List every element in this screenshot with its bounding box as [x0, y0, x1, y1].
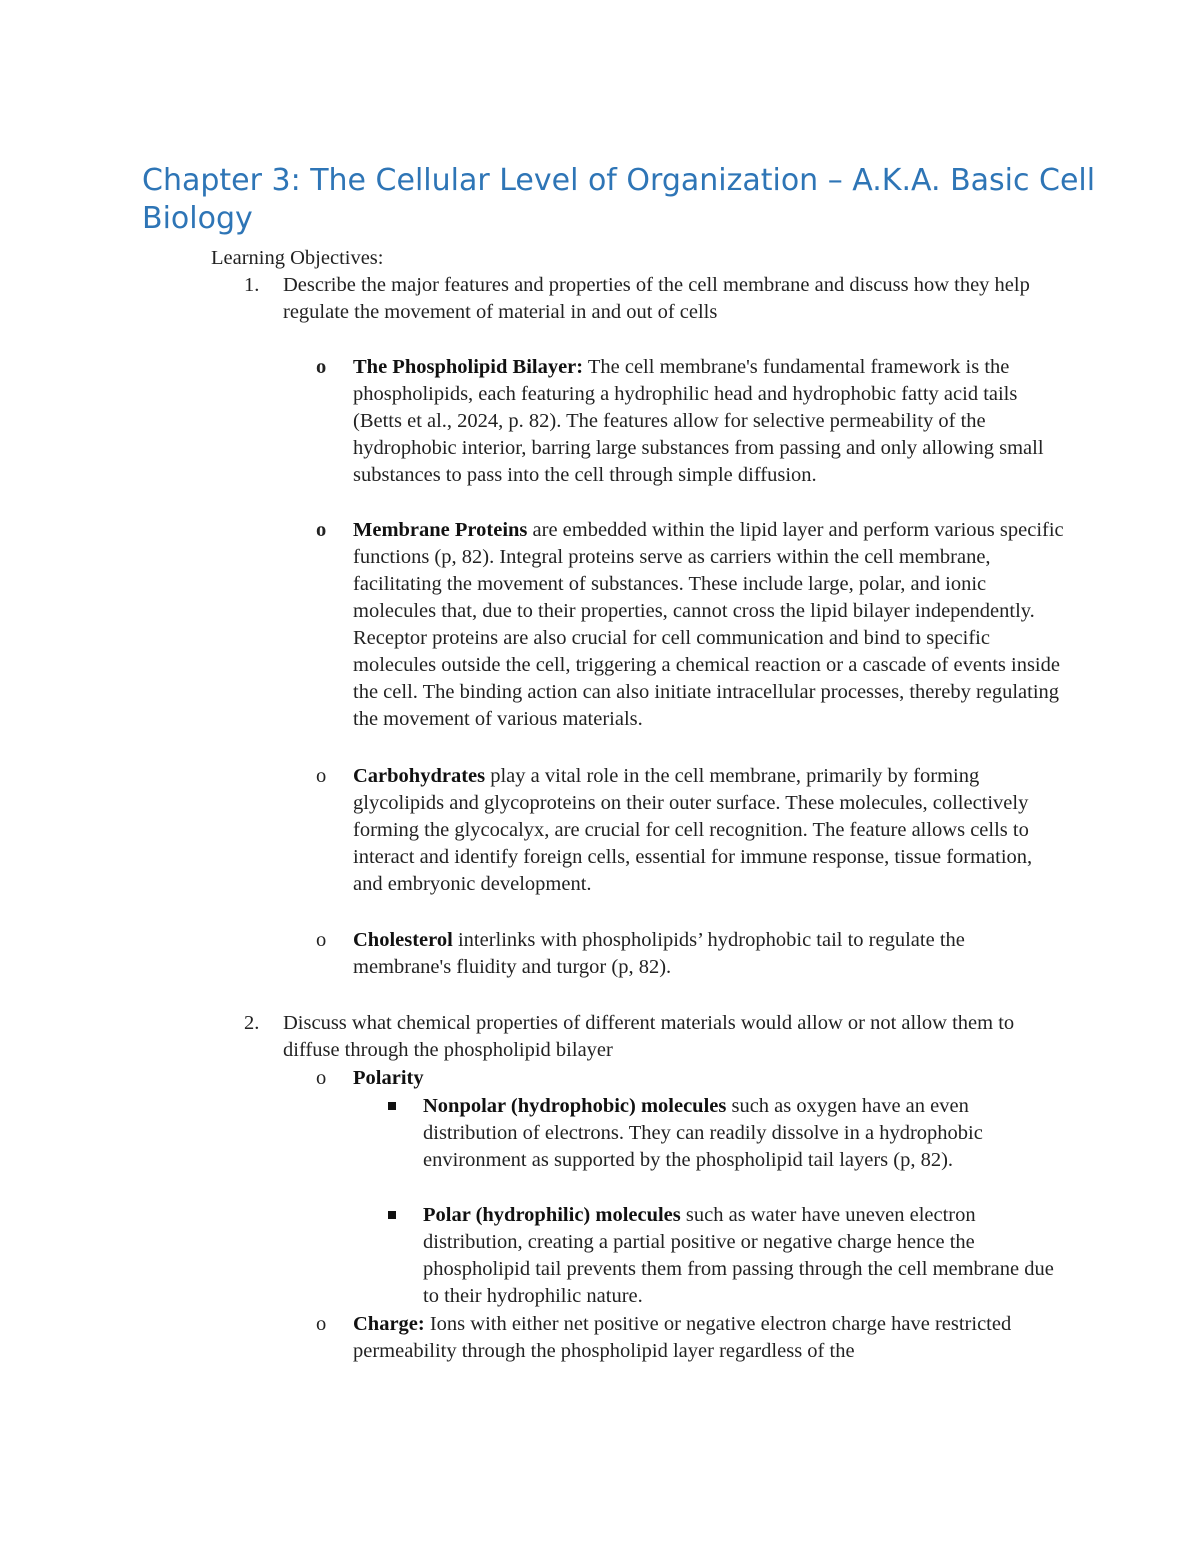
list-item [388, 1202, 1068, 1310]
term-nonpolar-molecules: Nonpolar (hydrophobic) molecules [423, 1095, 727, 1117]
bullet-text: such as water have uneven electron distribution, creating a partial positive or negative charge hence the phospholipid tail prevents them from passing through the cell membrane due to their hydrophilic nature. [423, 1204, 1054, 1307]
bullet-icon: o [316, 1067, 327, 1089]
bullet-icon: o [316, 356, 327, 378]
square-bullet-icon [388, 1093, 402, 1120]
bullet-icon: o [316, 1313, 327, 1335]
objective-text: Discuss what chemical properties of different materials would allow or not allow them to diffuse through the phospholipid bilayer [283, 1012, 1015, 1061]
bullet-text: interlinks with phospholipids’ hydrophobic tail to regulate the membrane's fluidity and turgor (p, 82). [353, 929, 965, 978]
term-phospholipid-bilayer: The Phospholipid Bilayer: [353, 356, 584, 378]
objective-1 [244, 272, 1064, 326]
objective-number: 2. [244, 1012, 260, 1034]
bullet-text: The cell membrane's fundamental framework is the phospholipids, each featuring a hydrophilic head and hydrophobic fatty acid tails (Betts et al., 2024, p. 82). The features allow for selective permeability of the hydrophobic interior, barring large substances from passing and only allowing small substances to pass into the cell through simple diffusion. [353, 356, 1044, 486]
document-title: Chapter 3: The Cellular Level of Organization – A.K.A. Basic Cell Biology [142, 163, 1096, 236]
bullet-icon: o [316, 929, 327, 951]
square-bullet-icon [388, 1202, 402, 1229]
term-polarity: Polarity [353, 1067, 424, 1089]
list-item [316, 927, 1066, 981]
bullet-text: such as oxygen have an even distribution of electrons. They can readily dissolve in a hydrophobic environment as supported by the phospholipid tail layers (p, 82). [423, 1095, 983, 1171]
list-item [316, 517, 1066, 733]
list-item [388, 1093, 1068, 1174]
bullet-icon: o [316, 765, 327, 787]
objective-2 [244, 1010, 1064, 1064]
objective-text: Describe the major features and properties of the cell membrane and discuss how they help regulate the movement of material in and out of cells [283, 274, 1030, 323]
list-item [316, 763, 1066, 898]
list-item [316, 354, 1066, 489]
bullet-text: are embedded within the lipid layer and perform various specific functions (p, 82). Integral proteins serve as carriers within the cell membrane, facilitating the movement of substances. These include large, polar, and ionic molecules that, due to their properties, cannot cross the lipid bilayer independently. Receptor proteins are also crucial for cell communication and bind to specific molecules outside the cell, triggering a chemical reaction or a cascade of events inside the cell. The binding action can also initiate intracellular processes, thereby regulating the movement of various materials. [353, 519, 1064, 730]
bullet-text: play a vital role in the cell membrane, primarily by forming glycolipids and glycoproteins on their outer surface. These molecules, collectively forming the glycocalyx, are crucial for cell recognition. The feature allows cells to interact and identify foreign cells, essential for immune response, tissue formation, and embryonic development. [353, 765, 1033, 895]
term-polar-molecules: Polar (hydrophilic) molecules [423, 1204, 681, 1226]
objective-number: 1. [244, 274, 260, 296]
list-item [316, 1065, 1066, 1092]
term-cholesterol: Cholesterol [353, 929, 453, 951]
term-carbohydrates: Carbohydrates [353, 765, 486, 787]
list-item [316, 1311, 1066, 1365]
bullet-text: Ions with either net positive or negative electron charge have restricted permeability through the phospholipid layer regardless of the [353, 1313, 1012, 1362]
term-charge: Charge: [353, 1313, 425, 1335]
bullet-icon: o [316, 519, 327, 541]
learning-objectives-label: Learning Objectives: [211, 247, 384, 269]
term-membrane-proteins: Membrane Proteins [353, 519, 528, 541]
